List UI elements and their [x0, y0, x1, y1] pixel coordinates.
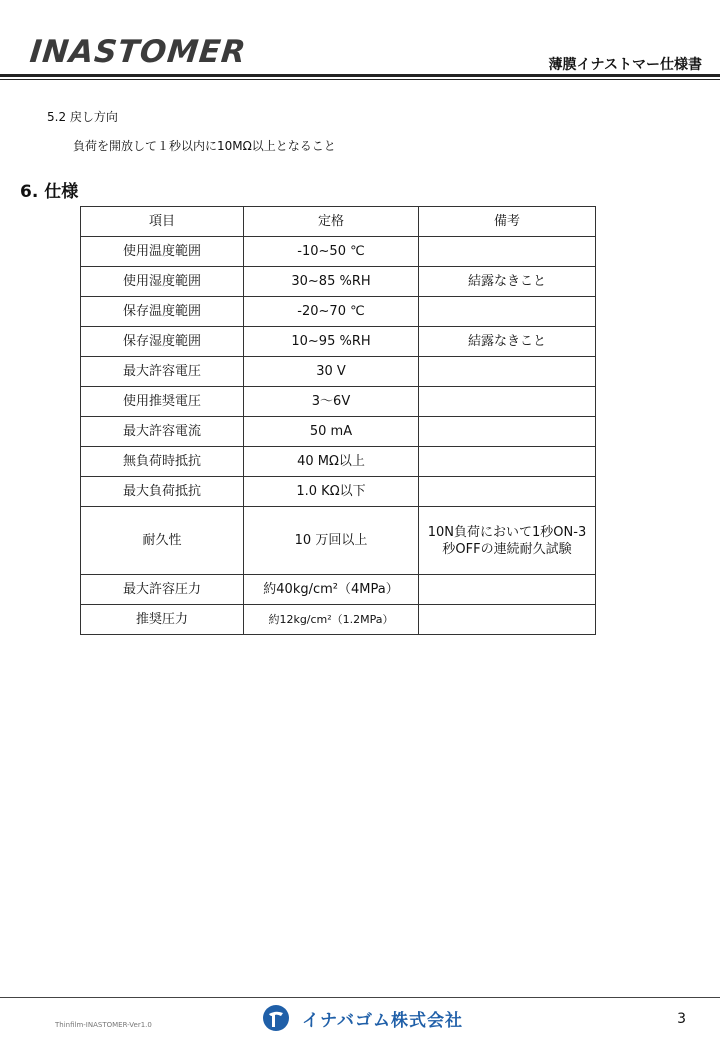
table-row [81, 327, 596, 357]
table-row [81, 605, 596, 635]
cell-remarks [419, 575, 596, 605]
cell-item: 最大負荷抵抗 [81, 477, 244, 507]
cell-item: 最大許容電流 [81, 417, 244, 447]
page-number: 3 [677, 1011, 686, 1027]
cell-remarks [419, 387, 596, 417]
table-row [81, 507, 596, 575]
cell-remarks [419, 237, 596, 267]
header-remarks: 備考 [419, 207, 596, 237]
header-rating: 定格 [244, 207, 419, 237]
cell-remarks [419, 417, 596, 447]
header-rule-thin [0, 79, 720, 80]
table-row [81, 575, 596, 605]
cell-rating: 1.0 KΩ以下 [244, 477, 419, 507]
cell-rating: 40 MΩ以上 [244, 447, 419, 477]
section-6-heading: 6. 仕様 [20, 182, 79, 202]
cell-remarks [419, 477, 596, 507]
cell-item: 使用推奨電圧 [81, 387, 244, 417]
header-rule-thick [0, 74, 720, 77]
footer-rule [0, 997, 720, 998]
cell-item: 推奨圧力 [81, 605, 244, 635]
cell-item: 無負荷時抵抗 [81, 447, 244, 477]
cell-remarks: 10N負荷において1秒ON-3秒OFFの連続耐久試験 [419, 507, 596, 575]
cell-remarks: 結露なきこと [419, 327, 596, 357]
inastomer-logo: INASTOMER [28, 34, 249, 70]
cell-item: 最大許容電圧 [81, 357, 244, 387]
table-row [81, 477, 596, 507]
company-logo [262, 1004, 463, 1032]
cell-remarks [419, 447, 596, 477]
cell-item: 使用湿度範囲 [81, 267, 244, 297]
cell-rating: 約40kg/cm²（4MPa） [244, 575, 419, 605]
company-mark-icon [262, 1004, 290, 1032]
table-row [81, 357, 596, 387]
cell-item: 保存湿度範囲 [81, 327, 244, 357]
header-item: 項目 [81, 207, 244, 237]
section-5-2-heading: 5.2 戻し方向 [47, 110, 118, 124]
table-row [81, 237, 596, 267]
cell-item: 保存温度範囲 [81, 297, 244, 327]
table-row [81, 387, 596, 417]
cell-rating: 約12kg/cm²（1.2MPa） [244, 605, 419, 635]
cell-rating: 30 V [244, 357, 419, 387]
cell-item: 最大許容圧力 [81, 575, 244, 605]
table-row [81, 297, 596, 327]
cell-rating: 3～6V [244, 387, 419, 417]
spec-table [80, 206, 596, 635]
cell-rating: 50 mA [244, 417, 419, 447]
cell-rating: -20~70 ℃ [244, 297, 419, 327]
document-code: Thinfilm-INASTOMER-Ver1.0 [55, 1021, 152, 1029]
cell-remarks [419, 605, 596, 635]
table-header-row [81, 207, 596, 237]
company-name: イナバゴム株式会社 [302, 1010, 463, 1031]
cell-remarks [419, 297, 596, 327]
cell-rating: 30~85 %RH [244, 267, 419, 297]
cell-remarks: 結露なきこと [419, 267, 596, 297]
section-5-2-body: 負荷を開放して１秒以内に10MΩ以上となること [73, 139, 336, 153]
cell-item: 耐久性 [81, 507, 244, 575]
cell-remarks [419, 357, 596, 387]
table-row [81, 267, 596, 297]
cell-rating: 10 万回以上 [244, 507, 419, 575]
cell-rating: -10~50 ℃ [244, 237, 419, 267]
table-row [81, 447, 596, 477]
table-row [81, 417, 596, 447]
cell-item: 使用温度範囲 [81, 237, 244, 267]
document-title: 薄膜イナストマー仕様書 [548, 57, 702, 73]
cell-rating: 10~95 %RH [244, 327, 419, 357]
